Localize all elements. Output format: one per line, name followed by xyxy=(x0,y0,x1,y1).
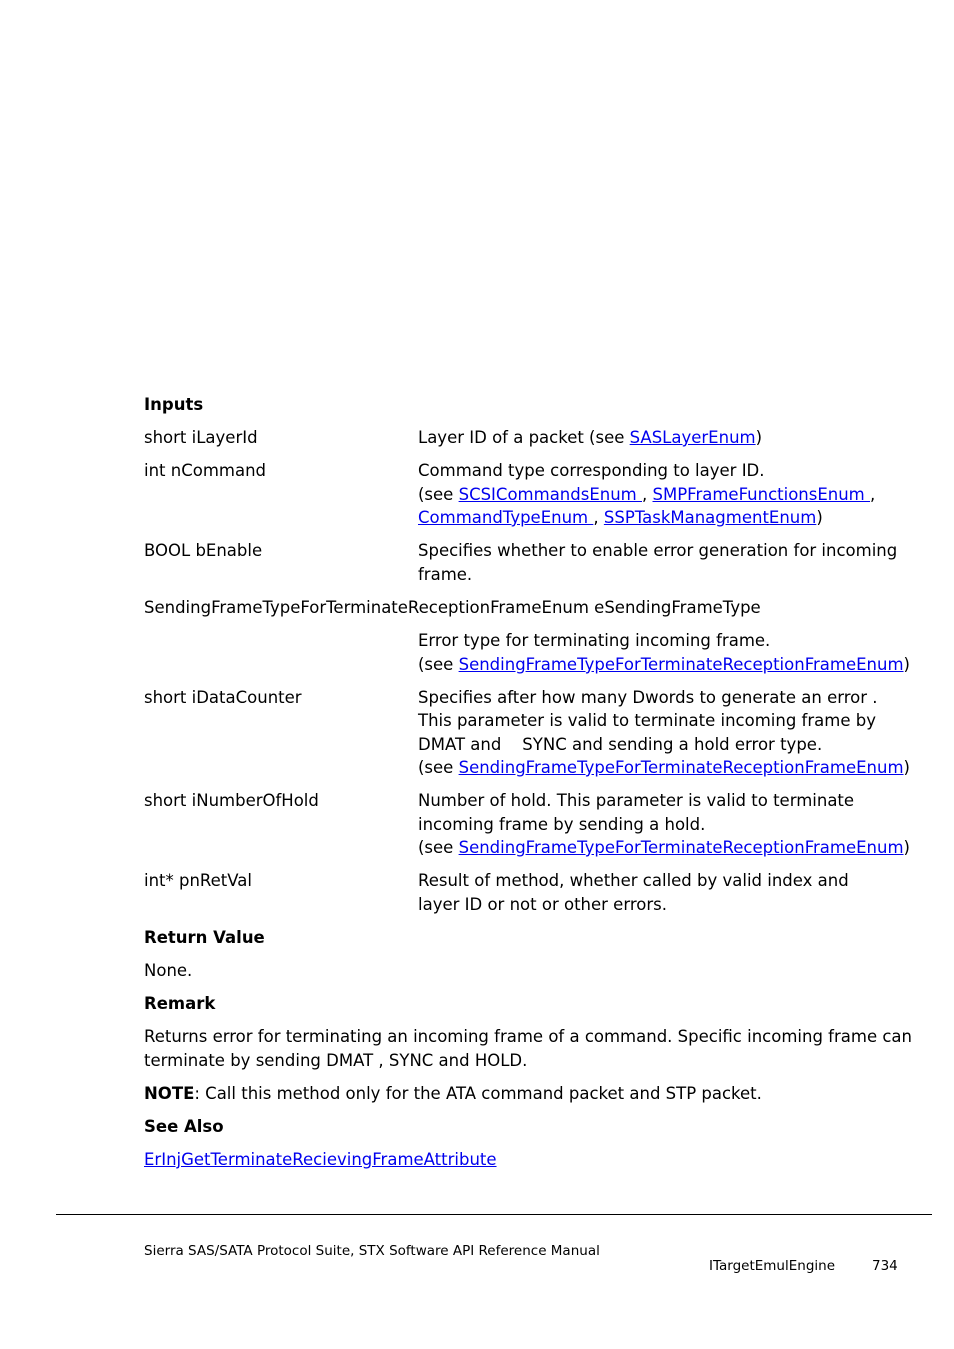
link-smpframefunctionsenum[interactable]: SMPFrameFunctionsEnum xyxy=(652,485,871,504)
param-desc-ncommand-line3 xyxy=(418,506,823,530)
param-desc-idatacounter-line2: This parameter is valid to terminate incoming frame by xyxy=(418,711,876,730)
desc-text: (see xyxy=(418,758,459,777)
link-scsicommandsenum[interactable]: SCSICommandsEnum xyxy=(458,485,642,504)
link-ssptaskmanagmentenum[interactable]: SSPTaskManagmentEnum xyxy=(603,508,817,527)
param-desc-idatacounter-line4 xyxy=(418,756,910,780)
param-name-inumberofhold: short iNumberOfHold xyxy=(144,791,319,810)
note-text: : Call this method only for the ATA command packet and STP packet. xyxy=(194,1084,762,1103)
link-sendingframetypeenum[interactable]: SendingFrameTypeForTerminateReceptionFrameEnum xyxy=(458,655,904,674)
param-name-idatacounter: short iDataCounter xyxy=(144,688,302,707)
note-label: NOTE xyxy=(144,1084,195,1103)
remark-text-line2: terminate by sending DMAT , SYNC and HOLD. xyxy=(144,1051,528,1070)
param-desc-ncommand-line2 xyxy=(418,483,875,507)
param-desc-esendingframetype-line1: Error type for terminating incoming frame. xyxy=(418,631,771,650)
desc-text: , xyxy=(642,485,653,504)
param-desc-benable-line2: frame. xyxy=(418,565,473,584)
see-also-heading: See Also xyxy=(144,1117,224,1136)
param-desc-benable-line1: Specifies whether to enable error generation for incoming xyxy=(418,541,898,560)
param-desc-idatacounter-line1: Specifies after how many Dwords to generate an error . xyxy=(418,688,878,707)
note-paragraph xyxy=(144,1082,762,1106)
param-name-esendingframetype: SendingFrameTypeForTerminateReceptionFrameEnum eSendingFrameType xyxy=(144,598,761,617)
param-name-ilayerid: short iLayerId xyxy=(144,428,258,447)
inputs-heading: Inputs xyxy=(144,395,204,414)
param-desc-inumberofhold-line2: incoming frame by sending a hold. xyxy=(418,815,706,834)
param-desc-pnretval-line1: Result of method, whether called by valid index and xyxy=(418,871,849,890)
desc-text: ) xyxy=(903,758,910,777)
desc-text: ) xyxy=(903,655,910,674)
param-desc-inumberofhold-line3 xyxy=(418,836,910,860)
link-erinjgetterminaterecievingframeattribute[interactable]: ErInjGetTerminateRecievingFrameAttribute xyxy=(144,1150,497,1169)
footer-page-number: 734 xyxy=(872,1258,898,1274)
param-name-benable: BOOL bEnable xyxy=(144,541,263,560)
desc-text: ) xyxy=(903,838,910,857)
desc-text: ) xyxy=(816,508,823,527)
remark-text-line1: Returns error for terminating an incoming frame of a command. Specific incoming frame can xyxy=(144,1027,912,1046)
return-value-heading: Return Value xyxy=(144,928,265,947)
footer-section-name: ITargetEmulEngine xyxy=(709,1258,836,1274)
desc-text: , xyxy=(593,508,604,527)
link-sendingframetypeenum[interactable]: SendingFrameTypeForTerminateReceptionFrameEnum xyxy=(458,838,904,857)
footer-divider xyxy=(56,1214,932,1215)
param-desc-ilayerid xyxy=(418,426,762,450)
link-commandtypeenum[interactable]: CommandTypeEnum xyxy=(418,508,594,527)
desc-text: (see xyxy=(418,655,459,674)
desc-text: , xyxy=(870,485,876,504)
param-desc-esendingframetype-line2 xyxy=(418,653,910,677)
desc-text: Layer ID of a packet (see xyxy=(418,428,630,447)
desc-text: (see xyxy=(418,838,459,857)
link-saslayerenum[interactable]: SASLayerEnum xyxy=(629,428,756,447)
param-desc-ncommand-line1: Command type corresponding to layer ID. xyxy=(418,461,765,480)
link-sendingframetypeenum[interactable]: SendingFrameTypeForTerminateReceptionFrameEnum xyxy=(458,758,904,777)
footer-manual-title: Sierra SAS/SATA Protocol Suite, STX Software API Reference Manual xyxy=(144,1243,600,1259)
remark-heading: Remark xyxy=(144,994,216,1013)
see-also-item xyxy=(144,1148,497,1172)
param-desc-pnretval-line2: layer ID or not or other errors. xyxy=(418,895,667,914)
param-desc-idatacounter-line3: DMAT and SYNC and sending a hold error type. xyxy=(418,735,823,754)
desc-text: (see xyxy=(418,485,459,504)
return-value-text: None. xyxy=(144,961,193,980)
param-name-ncommand: int nCommand xyxy=(144,461,267,480)
param-name-pnretval: int* pnRetVal xyxy=(144,871,252,890)
desc-text: ) xyxy=(755,428,763,447)
param-desc-inumberofhold-line1: Number of hold. This parameter is valid to terminate xyxy=(418,791,855,810)
